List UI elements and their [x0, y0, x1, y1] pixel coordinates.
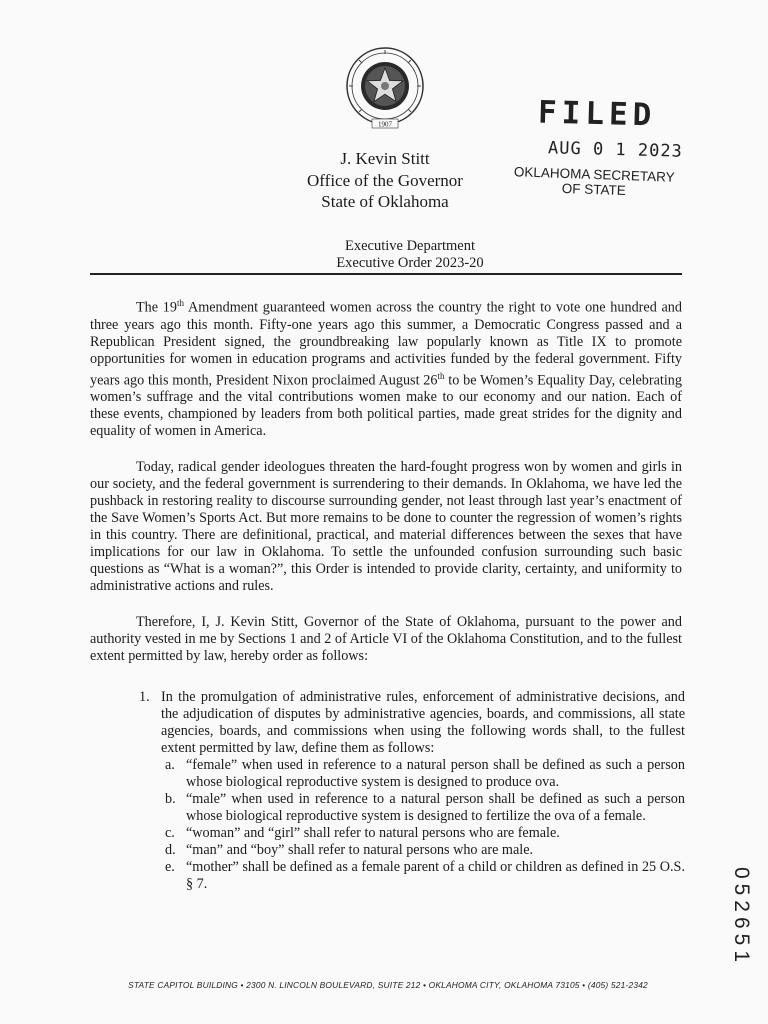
state-name: State of Oklahoma [321, 192, 449, 211]
paragraph-2: Today, radical gender ideologues threaten the hard-fought progress won by women and girls in our society, and the federal government is surrendering to their demands. In Oklahoma, we have led the pushback in restoring reality to discourse surrounding gender, not least through last year’s enactment of the Save Women’s Sports Act. But more remains to be done to counter the regression of women’s rights in this country. There are definitional, practical, and material differences between the sexes that have implications for our law in Oklahoma. To settle the unfounded confusion surrounding such basic questions as “What is a woman?”, this Order is intended to provide clarity, certainty, and uniformity to administrative actions and rules. [90, 459, 682, 595]
footer-address: STATE CAPITOL BUILDING • 2300 N. LINCOLN BOULEVARD, SUITE 212 • OKLAHOMA CITY, OKLAHOMA 73105 • (405) 521-2342 [128, 980, 648, 990]
filed-stamp-word: FILED [537, 94, 657, 134]
filed-office-line1: OKLAHOMA SECRETARY [513, 164, 675, 185]
paragraph-1: The 19th Amendment guaranteed women across the country the right to vote one hundred and three years ago this month. Fifty-one years ago this summer, a Democratic Congress passed and a Republican President signed, the groundbreaking law popularly known as Title IX to promote opportunities for women in education programs and activities funded by the federal government. Fifty years ago this month, President Nixon proclaimed August 26th to be Women’s Equality Day, celebrating women’s suffrage and the vital contributions women make to our economy and our nation. Each of these events, championed by leaders from both political parties, made great strides for the dignity and equality of women in America. [90, 298, 682, 440]
paragraph-3: Therefore, I, J. Kevin Stitt, Governor of the State of Oklahoma, pursuant to the power and authority vested in me by Sections 1 and 2 of Article VI of the Oklahoma Constitution, and to the fullest extent permitted by law, hereby order as follows: [90, 614, 682, 665]
filed-stamp-office [509, 164, 680, 200]
document-serial-number: 052651 [730, 866, 753, 968]
list-item-text: In the promulgation of administrative rules, enforcement of administrative decisions, and the adjudication of disputes by administrative agencies, boards, and commissions, all state agencies, boards, and commissions when using the following words shall, to the fullest extent permitted by law, define them as follows: [161, 689, 685, 756]
order-list [139, 689, 685, 893]
svg-text:1907: 1907 [378, 120, 392, 129]
definition-item: c. “woman” and “girl” shall refer to natural persons who are female. [165, 825, 560, 841]
header-divider [90, 273, 682, 275]
list-item-number: 1. [139, 689, 150, 705]
governor-name: J. Kevin Stitt [340, 149, 430, 168]
list-item-1 [139, 689, 685, 757]
order-number: Executive Order 2023-20 [336, 255, 484, 271]
filed-office-line2: OF STATE [561, 180, 626, 199]
definition-item: d. “man” and “boy” shall refer to natural persons who are male. [165, 842, 534, 858]
definition-item: b. “male” when used in reference to a natural person shall be defined as such a person whose biological reproductive system is designed to fertilize the ova of a female. [165, 791, 685, 824]
order-body [90, 295, 682, 684]
office-name: Office of the Governor [307, 170, 463, 190]
letterhead [284, 148, 486, 213]
department-name: Executive Department [344, 238, 476, 254]
definition-item: a. “female” when used in reference to a natural person shall be defined as such a person whose biological reproductive system is designed to produce ova. [165, 757, 685, 790]
department-block [292, 238, 528, 272]
state-seal-icon [334, 46, 436, 132]
definition-item: e. “mother” shall be defined as a female parent of a child or children as defined in 25 O.S. § 7. [165, 859, 685, 892]
filed-stamp-date: AUG 0 1 2023 [547, 138, 684, 162]
